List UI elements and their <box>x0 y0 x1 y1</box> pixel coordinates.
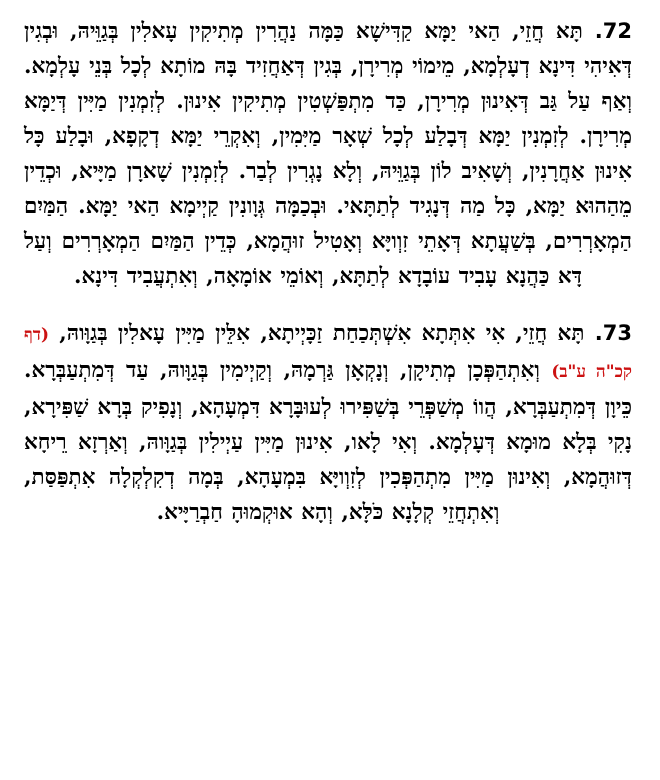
paragraph-73 <box>24 316 632 530</box>
paragraph-number: 73 <box>602 321 632 345</box>
paragraph-number-separator: . <box>594 19 603 43</box>
paragraph-number-separator: . <box>594 321 603 345</box>
paragraph-72 <box>24 14 632 294</box>
paragraph-spacer <box>24 304 632 316</box>
page-reference-citation: (דף קכ"ה ע"ב) <box>24 325 632 382</box>
paragraph-body: תָּא חֲזֵי, הַאי יַמָּא קַדִּישָׁא כַּמָּה נַהֲרִין מְתִיקִין עָאלִין בְּגַוֵּיהּ, וּבְגִין דְּאִיהִי דִּינָא דְעָלְמָא, מֵימוֹי מְרִירָן, בְּגִין דְּאַחֲזִיד בָּהּ מוֹתָא לְכָל בְּנֵי עָלְמָא. וְאַף עַל גַּב דְּאִינוּן מְרִירָן, כַּד מִתְפַּשְׁטִין מְתִיקִין אִינוּן. לְזִמְנִין מַיִּין דְּיַמָּא מְרִירָן. לְזִמְנִין יַמָּא דְּבָלַע לְכָל שְׁאָר מַיִּמִין, וְאִקְרֵי יַמָּא דְקָפָא, וּבָלַע כָּל אִינוּן אַחֲרָנִין, וְשָׁאִיב לוֹן בְּגַוֵּיהּ, וְלָא נָגְרִין לְבַר. לְזִמְנִין שָׁארָן מַיָּיא, וּכְדֵין מֵהַהוּא יַמָּא, כָּל מַה דְּנָגִיד לְתַתָּאי. וּבְכַמָּה גְּוָונִין קַיְימָא הַאי יַמָּא. הַמַּיִם הַמְאָרְרִים, בְּשַׁעֲתָא דְּאָתֵי זִוְויָּא וְאָטִיל זוּהֲמָא, כְּדֵין הַמַּיִם הַמְאָרְרִים וְעַל דָּא כַּהֲנָא עָבִיד עוֹבָדָא לְתַתָּא, וְאוֹמֵי אוֹמָאָה, וְאִתְעֲבִיד דִּינָא. <box>24 19 632 289</box>
paragraph-number: 72 <box>602 19 632 43</box>
paragraph-body-after-reference: וְאִתְהַפְּכָן מְתִיקָן, וְנָקְאָן גַּרְמָהּ, וְקַיְימִין בְּגַוָּוהּ, עַד דְּמִתְעַבְּרָא. כֵּיוָן דְּמִתְעַבְּרָא, הֲווֹ מְשַׁפְּרֵי בְּשַׁפִּירוּ לְעוּבָּרָא דִּמְעָהָא, וְנָפִיק בְּרָא שַׁפִּירָא, נָקִי בְּלָא מוּמָא דְּעָלְמָא. וְאִי לָאו, אִינוּן מַיִּין עַיְילִין בְּגַוָּוהּ, וְאַרְזָא רֵיחָא דְּזוּהֲמָא, וְאִינוּן מַיִּין מִתְהַפְּכִין לְזִוְויָּא בִּמְעָהָא, בְּמָה דְקִלְקְלָה אִתְפַּסַּת, וְאִתְחֲזֵי קְלָנָא כֹּלָּא, וְהָא אוּקְמוּהָ חַבְרַיָּיא. <box>24 358 632 525</box>
paragraph-body-before-reference: תָּא חֲזֵי, אִי אִתְּתָא אִשְׁתְּכַחַת זַכָּיְיתָא, אִלֵּין מַיִּין עָאלִין בְּגַוָּוהּ, <box>49 321 585 346</box>
